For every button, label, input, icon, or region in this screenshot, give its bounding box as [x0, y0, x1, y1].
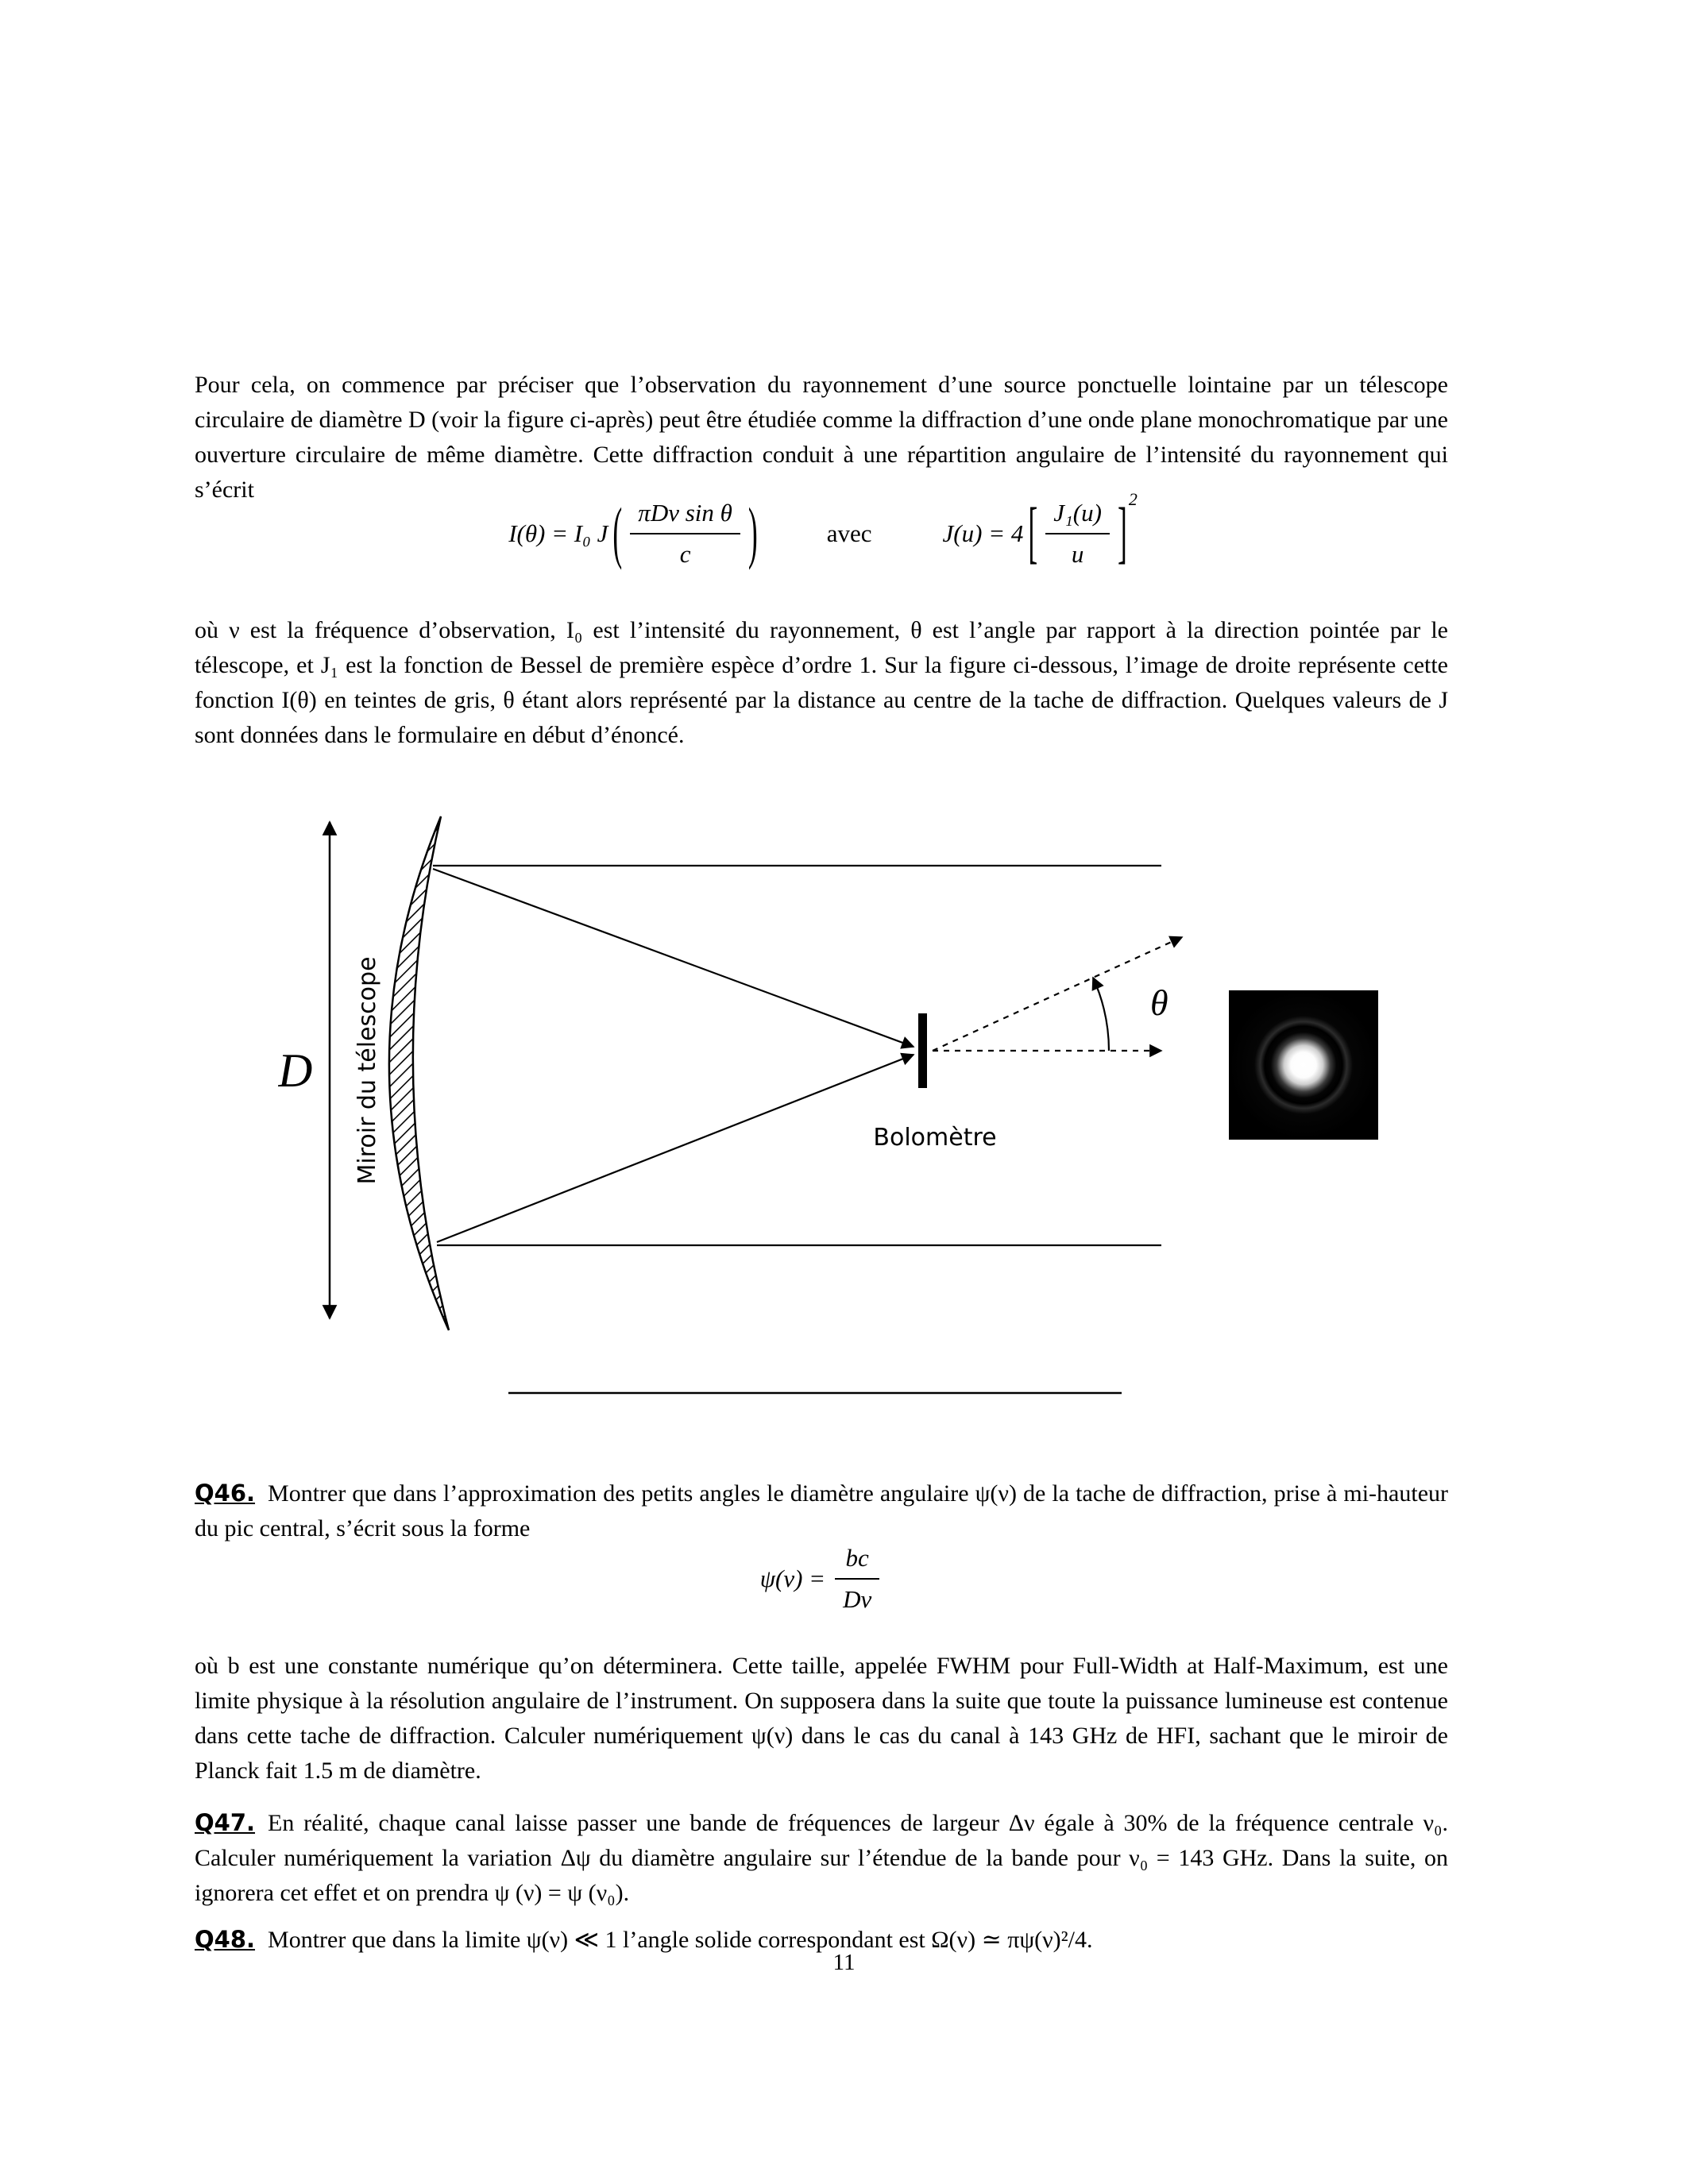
- telescope-mirror: [389, 816, 449, 1330]
- equation-diffraction-intensity: [195, 486, 1448, 581]
- eq1-fraction-bessel: [1045, 499, 1110, 569]
- theta-label: θ: [1150, 982, 1168, 1023]
- eq1-connector-word: avec: [826, 519, 872, 547]
- page-number: 11: [832, 1950, 856, 1975]
- big-close-bracket: ]: [1117, 492, 1127, 571]
- eq1-exponent: 2: [1128, 489, 1138, 509]
- eq1-frac1-denominator: c: [630, 533, 740, 569]
- eq2-lhs: ψ(ν) =: [759, 1565, 826, 1592]
- q46-text: Montrer que dans l’approximation des petits angles le diamètre angulaire ψ(ν) de la tache de diffraction, prise à mi-hauteur du pic central, s’écrit sous la forme: [195, 1480, 1448, 1542]
- diameter-label: D: [278, 1044, 313, 1097]
- eq2-fraction: [835, 1544, 879, 1614]
- eq2-denominator: Dν: [835, 1578, 879, 1614]
- q46-continuation: où b est une constante numérique qu’on déterminera. Cette taille, appelée FWHM pour Full-Width at Half-Maximum, est une limite physique à la résolution angulaire de l’instrument. On supposera dans la suite que toute la puissance lumineuse est contenue dans cette tache de diffraction. Calculer numériquement ψ(ν) dans le cas du canal à 143 GHz de HFI, sachant que le miroir de Planck fait 1.5 m de diamètre.: [195, 1653, 1448, 1784]
- question-q47: [195, 1805, 1448, 1911]
- q48-text: Montrer que dans la limite ψ(ν) ≪ 1 l’angle solide correspondant est Ω(ν) ≃ πψ(ν)²/4.: [268, 1927, 1093, 1953]
- big-open-paren: (: [612, 492, 623, 571]
- bolometer-label: Bolomètre: [873, 1124, 997, 1152]
- dashed-angled-ray: [933, 937, 1182, 1051]
- q46-label: Q46.: [195, 1480, 256, 1507]
- theta-arc: [1093, 978, 1109, 1051]
- equation-fwhm: [195, 1539, 1448, 1619]
- ray-top-converging: [433, 869, 914, 1047]
- mirror-label: Miroir du télescope: [353, 956, 381, 1185]
- q48-label: Q48.: [195, 1926, 256, 1953]
- question-q46: [195, 1476, 1448, 1546]
- eq1-frac1-numerator: πDν sin θ: [638, 499, 732, 527]
- eq1-frac2-denominator: u: [1045, 533, 1110, 569]
- intro-paragraph-2: où ν est la fréquence d’observation, I₀ est l’intensité du rayonnement, θ est l’angle par rapport à la direction pointée par le télescope, et J₁ est la fonction de Bessel de première espèce d’ordre 1. Sur la figure ci-dessous, l’image de droite représente cette fonction I(θ) en teintes de gris, θ étant alors représenté par la distance au centre de la tache de diffraction. Quelques valeurs de J sont données dans le formulaire en début d’énoncé.: [195, 617, 1448, 748]
- ray-bottom-converging: [437, 1055, 914, 1242]
- eq1-fraction-argument: [630, 499, 740, 569]
- eq1-frac2-numerator: J₁(u): [1053, 499, 1102, 527]
- eq2-numerator: bc: [845, 1544, 869, 1572]
- eq1-rhs: J(u) = 4: [942, 519, 1024, 547]
- intro-paragraph-1: Pour cela, on commence par préciser que l’observation du rayonnement d’une source ponctuelle lointaine par un télescope circulaire de diamètre D (voir la figure ci-après) peut être étudiée comme la diffraction d’une onde plane monochromatique par une ouverture circulaire de même diamètre. Cette diffraction conduit à une répartition angulaire de l’intensité du rayonnement qui s’écrit: [195, 372, 1448, 503]
- big-open-bracket: [: [1028, 492, 1038, 571]
- bolometer: [918, 1013, 927, 1088]
- eq1-lhs: I(θ) = I₀ J: [508, 519, 608, 547]
- q47-text: En réalité, chaque canal laisse passer une bande de fréquences de largeur Δν égale à 30% de la fréquence centrale ν₀. Calculer numériquement la variation Δψ du diamètre angulaire sur l’étendue de la bande pour ν₀ = 143 GHz. Dans la suite, on ignorera cet effet et on prendra ψ (ν) = ψ (ν₀).: [195, 1810, 1448, 1906]
- telescope-diffraction-figure: [278, 802, 1390, 1414]
- big-close-paren: ): [747, 492, 758, 571]
- airy-pattern-image: [1229, 990, 1378, 1140]
- q47-label: Q47.: [195, 1809, 256, 1836]
